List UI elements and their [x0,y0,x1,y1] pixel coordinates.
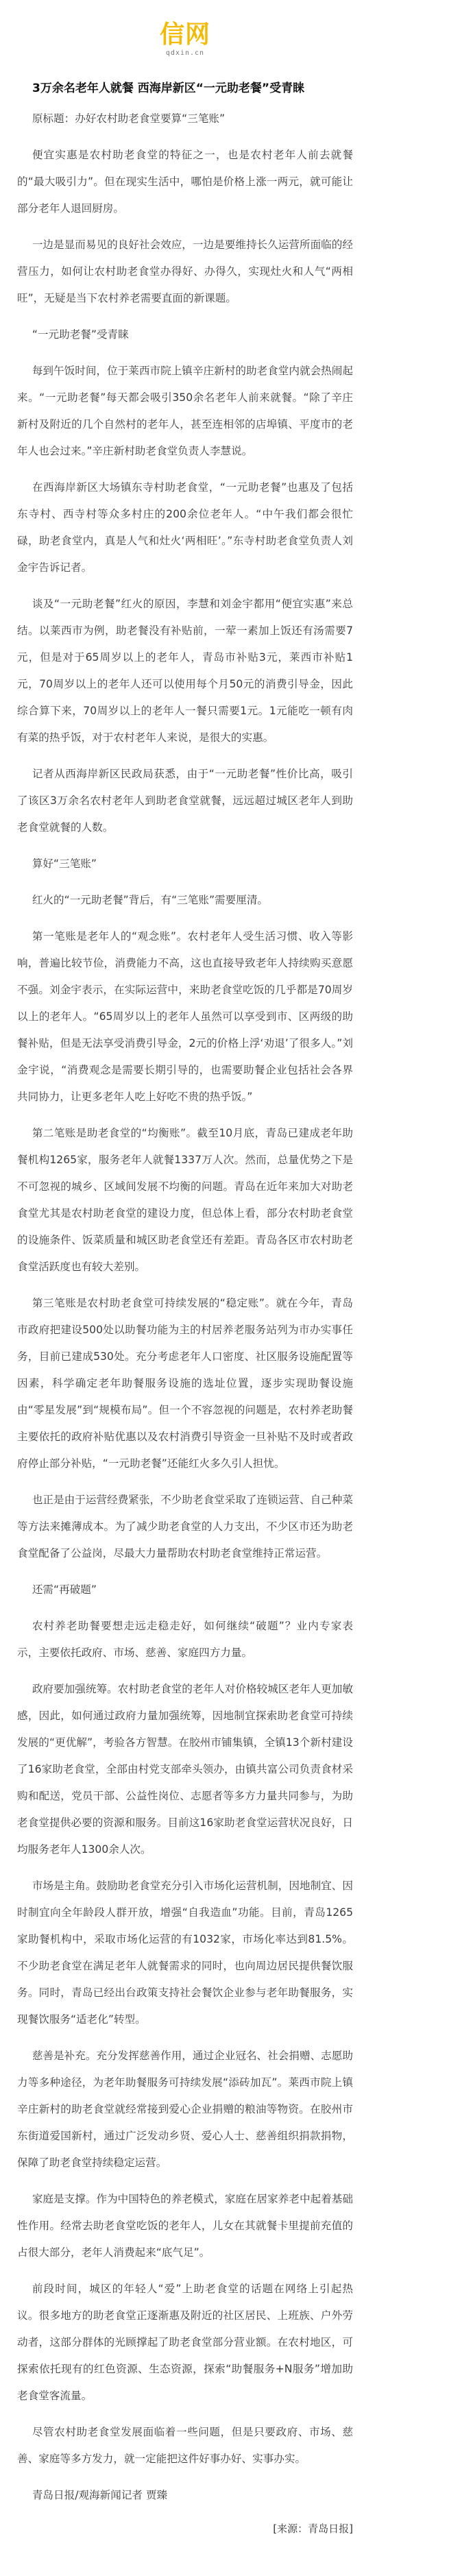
article-source: [来源：青岛日报] [273,2523,353,2535]
article-paragraph: 政府要加强统筹。农村助老食堂的老年人对价格较城区老年人更加敏感，因此，如何通过政府力量加强统筹，因地制宜探索助老食堂可持续发展的“更优解”，考验各方智慧。在胶州市铺集镇，全镇13个新村建设了16家助老食堂，全部由村党支部牵头领办，由镇共富公司负责食材采购和配送，党员干部、公益性岗位、志愿者等多方力量共同参与，为助老食堂提供必要的资源和服务。目前这16家助老食堂运营状况良好，日均服务老年人1300余人次。 [17,1683,353,1856]
site-logo[interactable] [17,0,353,63]
article-paragraph: 在西海岸新区大场镇东寺村助老食堂，“一元助老餐”也惠及了包括东寺村、西寺村等众多村庄的200余位老年人。“中午我们都会很忙碌，助老食堂内，真是人气和灶火‘两相旺’。”东寺村助老食堂负责人刘金宇告诉记者。 [17,481,353,574]
article-paragraph: 农村养老助餐要想走远走稳走好，如何继续“破题”？业内专家表示，主要依托政府、市场、慈善、家庭四方力量。 [17,1620,353,1659]
article-paragraph: 青岛日报/观海新闻记者 贾臻 [32,2489,168,2501]
article-paragraph: 谈及“一元助老餐”红火的原因，李慧和刘金宇都用“便宜实惠”来总结。以莱西市为例，助老餐没有补贴前，一荤一素加上饭还有汤需要7元，但是对于65周岁以上的老年人，青岛市补贴3元，莱西市补贴1元，70周岁以上的老年人还可以使用每个月50元的消费引导金，因此综合算下来，70周岁以上的老年人一餐只需要1元。1元能吃一顿有肉有菜的热乎饭，对于农村老年人来说，是很大的实惠。 [17,598,353,744]
logo-mark: 信网 [159,21,210,49]
article-paragraph: 红火的“一元助老餐”背后，有“三笔账”需要厘清。 [32,894,269,906]
article-paragraph: 还需“再破题” [32,1583,97,1596]
article-paragraph: 便宜实惠是农村助老食堂的特征之一，也是农村老年人前去就餐的“最大吸引力”。但在现实生活中，哪怕是价格上涨一两元，就可能让部分老年人退回厨房。 [17,149,353,215]
article-paragraph: 家庭是支撑。作为中国特色的养老模式，家庭在居家养老中起着基础性作用。经常去助老食堂吃饭的老年人，儿女在其就餐卡里提前充值的占很大部分，老年人消费起来“底气足”。 [17,2193,353,2259]
article-title: 3万余名老年人就餐 西海岸新区“一元助老餐”受青睐 [32,82,305,95]
article-paragraph: 前段时间，城区的年轻人“爱”上助老食堂的话题在网络上引起热议。很多地方的助老食堂正逐渐惠及附近的社区居民、上班族、户外劳动者，这部分群体的光顾撑起了助老食堂部分营业额。在农村地区，可探索依托现有的红色资源、生态资源，探索“助餐服务+N服务”增加助老食堂客流量。 [17,2283,353,2402]
article-paragraph: 原标题：办好农村助老食堂要算“三笔账” [32,112,226,125]
article-paragraph: 第二笔账是助老食堂的“均衡账”。截至10月底，青岛已建成老年助餐机构1265家，服务老年人就餐1337万人次。然而，总量优势之下是不可忽视的城乡、区域间发展不均衡的问题。青岛在近年来加大对助老食堂尤其是农村助老食堂的建设力度，但总体上看，部分农村助老食堂的设施条件、饭菜质量和城区助老食堂还有差距。青岛各区市农村助老食堂活跃度也有较大差别。 [17,1127,353,1273]
article-body [17,106,353,2509]
article-paragraph: 一边是显而易见的良好社会效应，一边是要维持长久运营所面临的经营压力，如何让农村助老食堂办得好、办得久，实现灶火和人气“两相旺”，无疑是当下农村养老需要直面的新课题。 [17,239,353,304]
article-paragraph: 第三笔账是农村助老食堂可持续发展的“稳定账”。就在今年，青岛市政府把建设500处以助餐功能为主的村居养老服务站列为市办实事任务，目前已建成530处。充分考虑老年人口密度、社区服务设施配置等因素，科学确定老年助餐服务设施的选址位置，逐步实现助餐设施由“零星发展”到“规模布局”。但一个不容忽视的问题是，农村养老助餐主要依托的政府补贴优惠以及农村消费引导资金一旦补贴不及时或者政府停止部分补贴，“一元助老餐”还能红火多久引人担忧。 [17,1297,353,1470]
article-paragraph: 记者从西海岸新区民政局获悉，由于“一元助老餐”性价比高，吸引了该区3万余名农村老年人到助老食堂就餐，远远超过城区老年人到助老食堂就餐的人数。 [17,768,353,834]
article-paragraph: 第一笔账是老年人的“观念账”。农村老年人受生活习惯、收入等影响，普遍比较节俭，消费能力不高，这也直接导致老年人持续购买意愿不强。刘金宇表示，在实际运营中，来助老食堂吃饭的几乎都是70周岁以上的老年人。“65周岁以上的老年人虽然可以享受到市、区两级的助餐补贴，但是无法享受消费引导金，2元的价格上浮‘劝退’了很多人。”刘金宇说，“消费观念是需要长期引导的，也需要助餐企业包括社会各界共同协力，让更多老年人吃上好吃不贵的热乎饭。” [17,930,353,1103]
article-paragraph: 尽管农村助老食堂发展面临着一些问题，但是只要政府、市场、慈善、家庭等多方发力，就一定能把这件好事办好、实事办实。 [17,2426,353,2465]
logo-domain: qdxin.cn [165,49,205,57]
article-paragraph: 每到午饭时间，位于莱西市院上镇辛庄新村的助老食堂内就会热闹起来。“一元助老餐”每天都会吸引350余名老年人前来就餐。“除了辛庄新村及附近的几个自然村的老年人，甚至连相邻的店埠镇、平度市的老年人也会过来。”辛庄新村助老食堂负责人李慧说。 [17,365,353,457]
article-container [17,0,353,2539]
article-paragraph: “一元助老餐”受青睐 [32,328,129,341]
article-paragraph: 慈善是补充。充分发挥慈善作用，通过企业冠名、社会捐赠、志愿助力等多种途径，为老年助餐服务可持续发展“添砖加瓦”。莱西市院上镇辛庄新村的助老食堂就经常接到爱心企业捐赠的粮油等物资。在胶州市东街道爱国新村，通过广泛发动乡贤、爱心人士、慈善组织捐款捐物，保障了助老食堂持续稳定运营。 [17,2050,353,2169]
article-paragraph: 市场是主角。鼓励助老食堂充分引入市场化运营机制，因地制宜、因时制宜向全年龄段人群开放，增强“自我造血”功能。目前，青岛1265家助餐机构中，采取市场化运营的有1032家，市场化率达到81.5%。不少助老食堂在满足老年人就餐需求的同时，也向周边居民提供餐饮服务。同时，青岛已经出台政策支持社会餐饮企业参与老年助餐服务，实现餐饮服务“适老化”转型。 [17,1880,353,2026]
article-paragraph: 也正是由于运营经费紧张，不少助老食堂采取了连锁运营、自己种菜等方法来摊薄成本。为了减少助老食堂的人力支出，不少区市还为助老食堂配备了公益岗，尽最大力量帮助农村助老食堂维持正常运营。 [17,1494,353,1559]
article-paragraph: 算好“三笔账” [32,858,97,870]
